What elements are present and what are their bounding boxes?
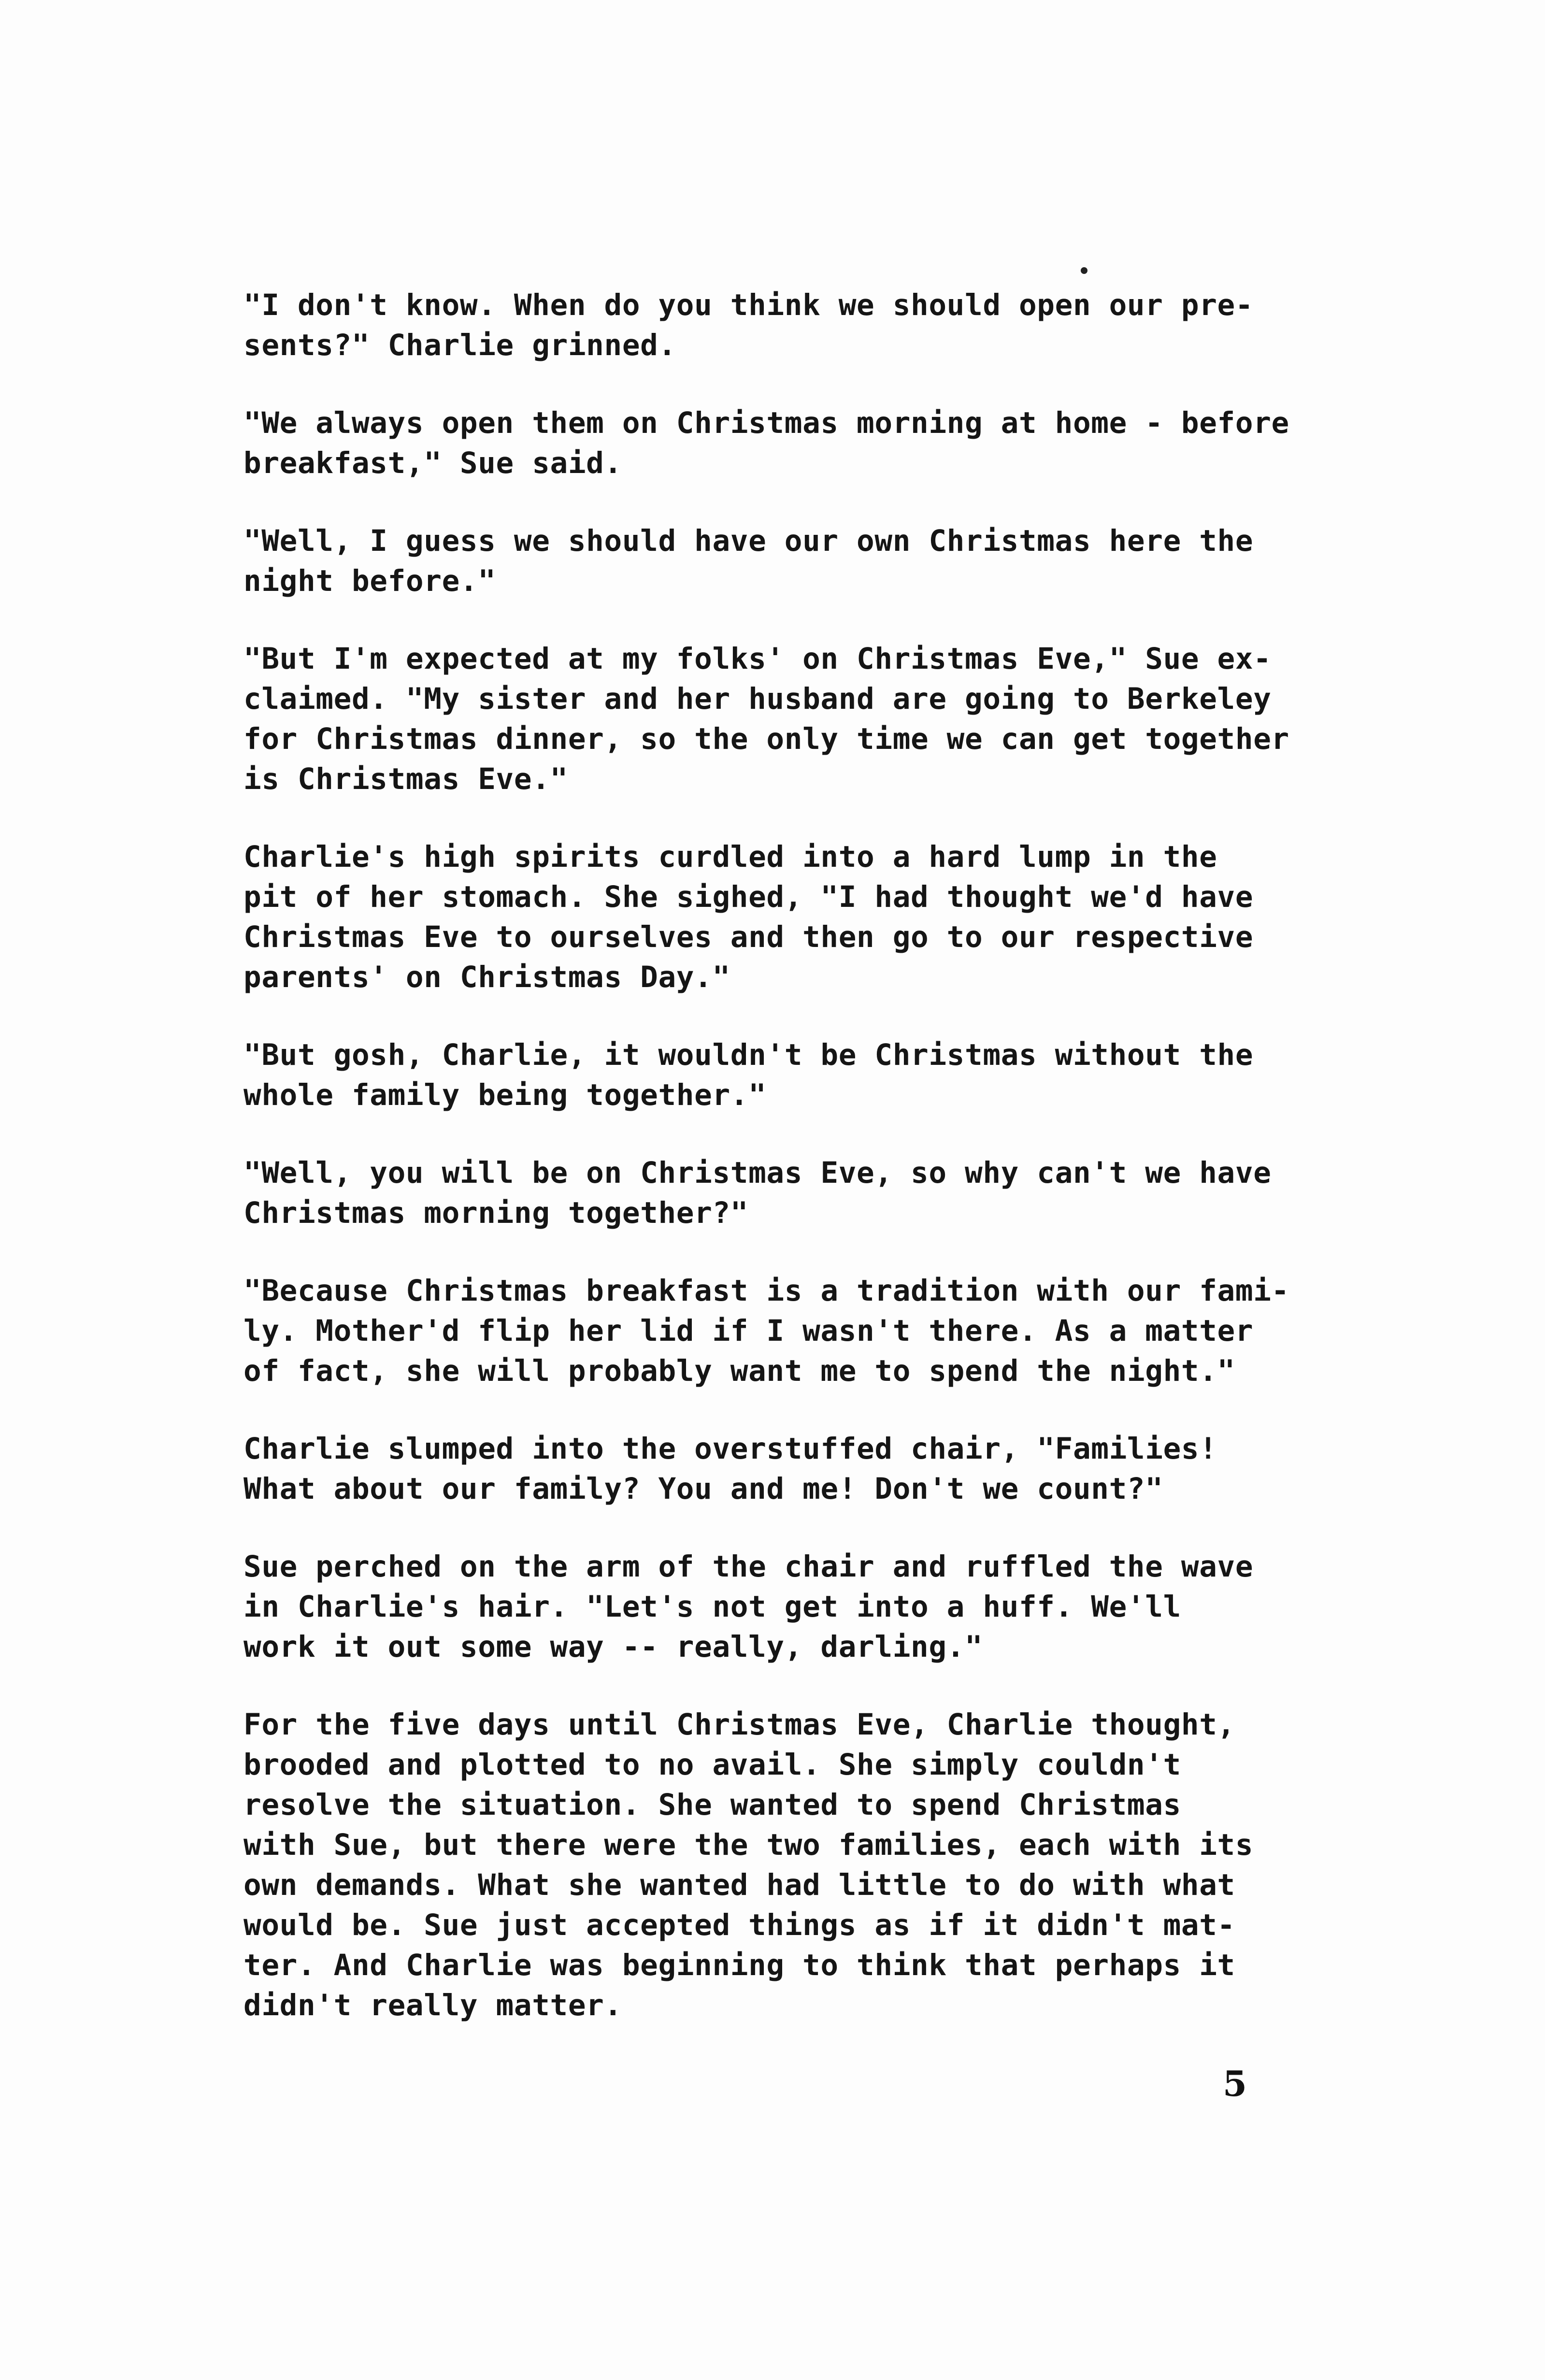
- paragraph: [243, 1547, 1355, 1667]
- text-line: "Because Christmas breakfast is a tradition with our fami-: [243, 1274, 1289, 1308]
- text-line: for Christmas dinner, so the only time we can get together: [243, 722, 1289, 756]
- page-number: 5: [1223, 2063, 1247, 2104]
- text-line: sents?" Charlie grinned.: [243, 328, 676, 362]
- text-line: brooded and plotted to no avail. She simply couldn't: [243, 1748, 1181, 1782]
- paragraph: [243, 285, 1355, 365]
- text-line: night before.": [243, 564, 496, 598]
- paragraph: [243, 403, 1355, 483]
- text-line: would be. Sue just accepted things as if it didn't mat-: [243, 1908, 1235, 1942]
- paragraph: [243, 1705, 1355, 2025]
- text-line: resolve the situation. She wanted to spend Christmas: [243, 1788, 1181, 1822]
- text-line: "Well, you will be on Christmas Eve, so why can't we have: [243, 1156, 1272, 1190]
- body-text: [243, 285, 1355, 2063]
- paragraph: [243, 1429, 1355, 1509]
- text-line: What about our family? You and me! Don't we count?": [243, 1472, 1163, 1506]
- text-line: "Well, I guess we should have our own Christmas here the: [243, 524, 1254, 558]
- paragraph: [243, 521, 1355, 601]
- text-line: ly. Mother'd flip her lid if I wasn't there. As a matter: [243, 1314, 1254, 1348]
- text-line: whole family being together.": [243, 1078, 767, 1112]
- text-line: parents' on Christmas Day.": [243, 960, 730, 994]
- text-line: Christmas Eve to ourselves and then go to our respective: [243, 920, 1254, 954]
- text-line: "But I'm expected at my folks' on Christmas Eve," Sue ex-: [243, 642, 1272, 676]
- text-line: "I don't know. When do you think we should open our pre-: [243, 288, 1254, 322]
- text-line: Charlie's high spirits curdled into a hard lump in the: [243, 840, 1217, 874]
- paragraph: [243, 1153, 1355, 1233]
- text-line: claimed. "My sister and her husband are going to Berkeley: [243, 682, 1272, 716]
- ink-speck: [1081, 267, 1087, 274]
- text-line: with Sue, but there were the two families, each with its: [243, 1828, 1254, 1862]
- text-line: "But gosh, Charlie, it wouldn't be Christmas without the: [243, 1038, 1254, 1072]
- text-line: work it out some way -- really, darling.": [243, 1630, 983, 1664]
- text-line: is Christmas Eve.": [243, 762, 568, 796]
- text-line: "We always open them on Christmas morning at home - before: [243, 406, 1289, 440]
- text-line: didn't really matter.: [243, 1988, 622, 2022]
- text-line: Christmas morning together?": [243, 1196, 749, 1230]
- paragraph: [243, 639, 1355, 799]
- paragraph: [243, 1035, 1355, 1115]
- text-line: own demands. What she wanted had little to do with what: [243, 1868, 1235, 1902]
- text-line: breakfast," Sue said.: [243, 446, 622, 480]
- text-line: pit of her stomach. She sighed, "I had thought we'd have: [243, 880, 1254, 914]
- paragraph: [243, 837, 1355, 997]
- text-line: Sue perched on the arm of the chair and ruffled the wave: [243, 1549, 1254, 1584]
- text-line: of fact, she will probably want me to spend the night.": [243, 1354, 1235, 1388]
- text-line: For the five days until Christmas Eve, Charlie thought,: [243, 1707, 1235, 1742]
- text-line: in Charlie's hair. "Let's not get into a huff. We'll: [243, 1590, 1181, 1624]
- paragraph: [243, 1271, 1355, 1391]
- text-line: Charlie slumped into the overstuffed chair, "Families!: [243, 1432, 1217, 1466]
- text-line: ter. And Charlie was beginning to think that perhaps it: [243, 1948, 1235, 1982]
